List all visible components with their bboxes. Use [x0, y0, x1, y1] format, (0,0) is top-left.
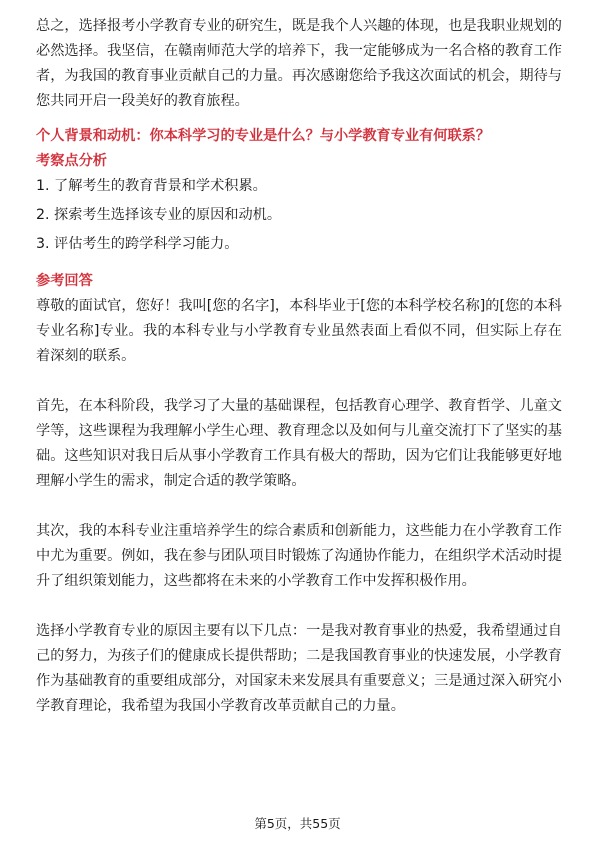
- document-page: [36, 14, 562, 719]
- page-indicator: 第5页，共55页: [254, 816, 341, 831]
- answer-paragraph-3: 其次，我的本科专业注重培养学生的综合素质和创新能力，这些能力在小学教育工作中尤为重要。例如，我在参与团队项目时锻炼了沟通协作能力，在组织学术活动时提升了组织策划能力，这些都将在未来的小学教育工作中发挥积极作用。: [36, 523, 562, 589]
- analysis-item-3: 3. 评估考生的跨学科学习能力。: [36, 236, 239, 252]
- answer-label: 参考回答: [36, 273, 93, 289]
- question-heading: 个人背景和动机：你本科学习的专业是什么？与小学教育专业有何联系？: [36, 128, 491, 144]
- answer-paragraph-4: 选择小学教育专业的原因主要有以下几点：一是我对教育事业的热爱，我希望通过自己的努力，为孩子们的健康成长提供帮助；二是我国教育事业的快速发展，小学教育作为基础教育的重要组成部分，对国家未来发展具有重要意义；三是通过深入研究小学教育理论，我希望为我国小学教育改革贡献自己的力量。: [36, 623, 562, 714]
- intro-closing-paragraph: 总之，选择报考小学教育专业的研究生，既是我个人兴趣的体现，也是我职业规划的必然选择。我坚信，在赣南师范大学的培养下，我一定能够成为一名合格的教育工作者，为我国的教育事业贡献自己的力量。再次感谢您给予我这次面试的机会，期待与您共同开启一段美好的教育旅程。: [36, 18, 562, 109]
- answer-paragraph-2: 首先，在本科阶段，我学习了大量的基础课程，包括教育心理学、教育哲学、儿童文学等，这些课程为我理解小学生心理、教育理念以及如何与儿童交流打下了坚实的基础。这些知识对我日后从事小学教育工作具有极大的帮助，因为它们让我能够更好地理解小学生的需求，制定合适的教学策略。: [36, 398, 562, 489]
- analysis-item-1: 1. 了解考生的教育背景和学术积累。: [36, 178, 267, 194]
- analysis-item-2: 2. 探索考生选择该专业的原因和动机。: [36, 207, 282, 223]
- analysis-label: 考察点分析: [36, 153, 107, 169]
- answer-paragraph-1: 尊敬的面试官，您好！我叫[您的名字]，本科毕业于[您的本科学校名称]的[您的本科专业名称]专业。我的本科专业与小学教育专业虽然表面上看似不同，但实际上存在着深刻的联系。: [36, 298, 562, 364]
